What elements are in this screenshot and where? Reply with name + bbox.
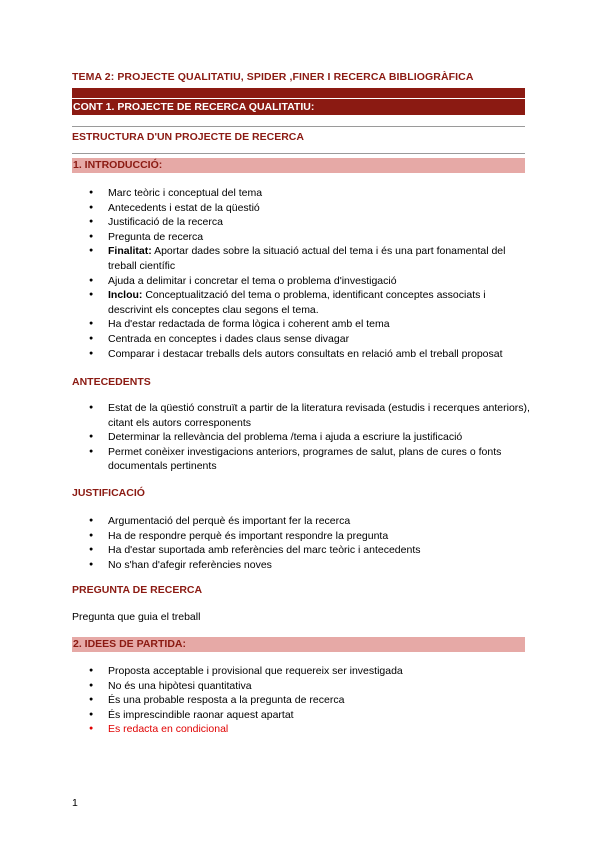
pregunta-heading: PREGUNTA DE RECERCA bbox=[72, 584, 203, 596]
idees-list bbox=[72, 664, 532, 737]
pregunta-text: Pregunta que guia el treball bbox=[72, 611, 201, 623]
title-bar-decoration bbox=[72, 88, 525, 98]
list-item: ● Justificació de la recerca bbox=[72, 215, 532, 230]
item-label: Finalitat: bbox=[108, 245, 152, 258]
divider bbox=[72, 153, 525, 154]
list-item: ● Centrada en conceptes i dades claus sense divagar bbox=[72, 332, 532, 347]
list-item: ● Marc teòric i conceptual del tema bbox=[72, 186, 532, 201]
list-item: ● Finalitat: Aportar dades sobre la situació actual del tema i és una part fonamental del treball científic bbox=[72, 244, 532, 273]
section-heading-bar bbox=[72, 99, 525, 115]
list-item: ● Es redacta en condicional bbox=[72, 722, 532, 737]
list-item: ● És imprescindible raonar aquest apartat bbox=[72, 708, 532, 723]
idees-heading: 2. IDEES DE PARTIDA: bbox=[73, 638, 186, 650]
list-item: ● Argumentació del perquè és important fer la recerca bbox=[72, 514, 532, 529]
idees-heading-bar bbox=[72, 637, 525, 652]
list-item: ● Ha de respondre perquè és important respondre la pregunta bbox=[72, 529, 532, 544]
item-label: Inclou: bbox=[108, 289, 143, 302]
list-item: ● Comparar i destacar treballs dels autors consultats en relació amb el treball proposat bbox=[72, 347, 532, 362]
list-item: ● Estat de la qüestió construït a partir de la literatura revisada (estudis i recerques anteriors), citant els autors corresponents bbox=[72, 401, 532, 430]
list-item: ● No és una hipòtesi quantitativa bbox=[72, 679, 532, 694]
list-item: ● No s'han d'afegir referències noves bbox=[72, 558, 532, 573]
structure-title: ESTRUCTURA D'UN PROJECTE DE RECERCA bbox=[72, 131, 304, 143]
list-item: ● Inclou: Conceptualització del tema o problema, identificant conceptes associats i descrivint els conceptes clau segons el tema. bbox=[72, 288, 532, 317]
justificacio-list bbox=[72, 514, 532, 572]
list-item: ● És una probable resposta a la pregunta de recerca bbox=[72, 693, 532, 708]
list-item: ● Determinar la rellevància del problema /tema i ajuda a escriure la justificació bbox=[72, 430, 532, 445]
antecedents-list bbox=[72, 401, 532, 474]
page-number: 1 bbox=[72, 797, 78, 809]
list-item: ● Pregunta de recerca bbox=[72, 230, 532, 245]
introduccio-list bbox=[72, 186, 532, 361]
list-item: ● Ha d'estar redactada de forma lògica i coherent amb el tema bbox=[72, 317, 532, 332]
section-heading: CONT 1. PROJECTE DE RECERCA QUALITATIU: bbox=[73, 101, 315, 113]
list-item: ● Antecedents i estat de la qüestió bbox=[72, 201, 532, 216]
divider bbox=[72, 126, 525, 127]
introduccio-heading-bar bbox=[72, 158, 525, 173]
list-item: ● Ha d'estar suportada amb referències del marc teòric i antecedents bbox=[72, 543, 532, 558]
list-item: ● Permet conèixer investigacions anteriors, programes de salut, plans de cures o fonts documentals pertinents bbox=[72, 445, 532, 474]
list-item: ● Proposta acceptable i provisional que requereix ser investigada bbox=[72, 664, 532, 679]
introduccio-heading: 1. INTRODUCCIÓ: bbox=[73, 159, 163, 171]
document-title: TEMA 2: PROJECTE QUALITATIU, SPIDER ,FINER I RECERCA BIBLIOGRÀFICA bbox=[72, 71, 474, 83]
antecedents-heading: ANTECEDENTS bbox=[72, 376, 151, 388]
justificacio-heading: JUSTIFICACIÓ bbox=[72, 487, 145, 499]
list-item: ● Ajuda a delimitar i concretar el tema o problema d'investigació bbox=[72, 274, 532, 289]
